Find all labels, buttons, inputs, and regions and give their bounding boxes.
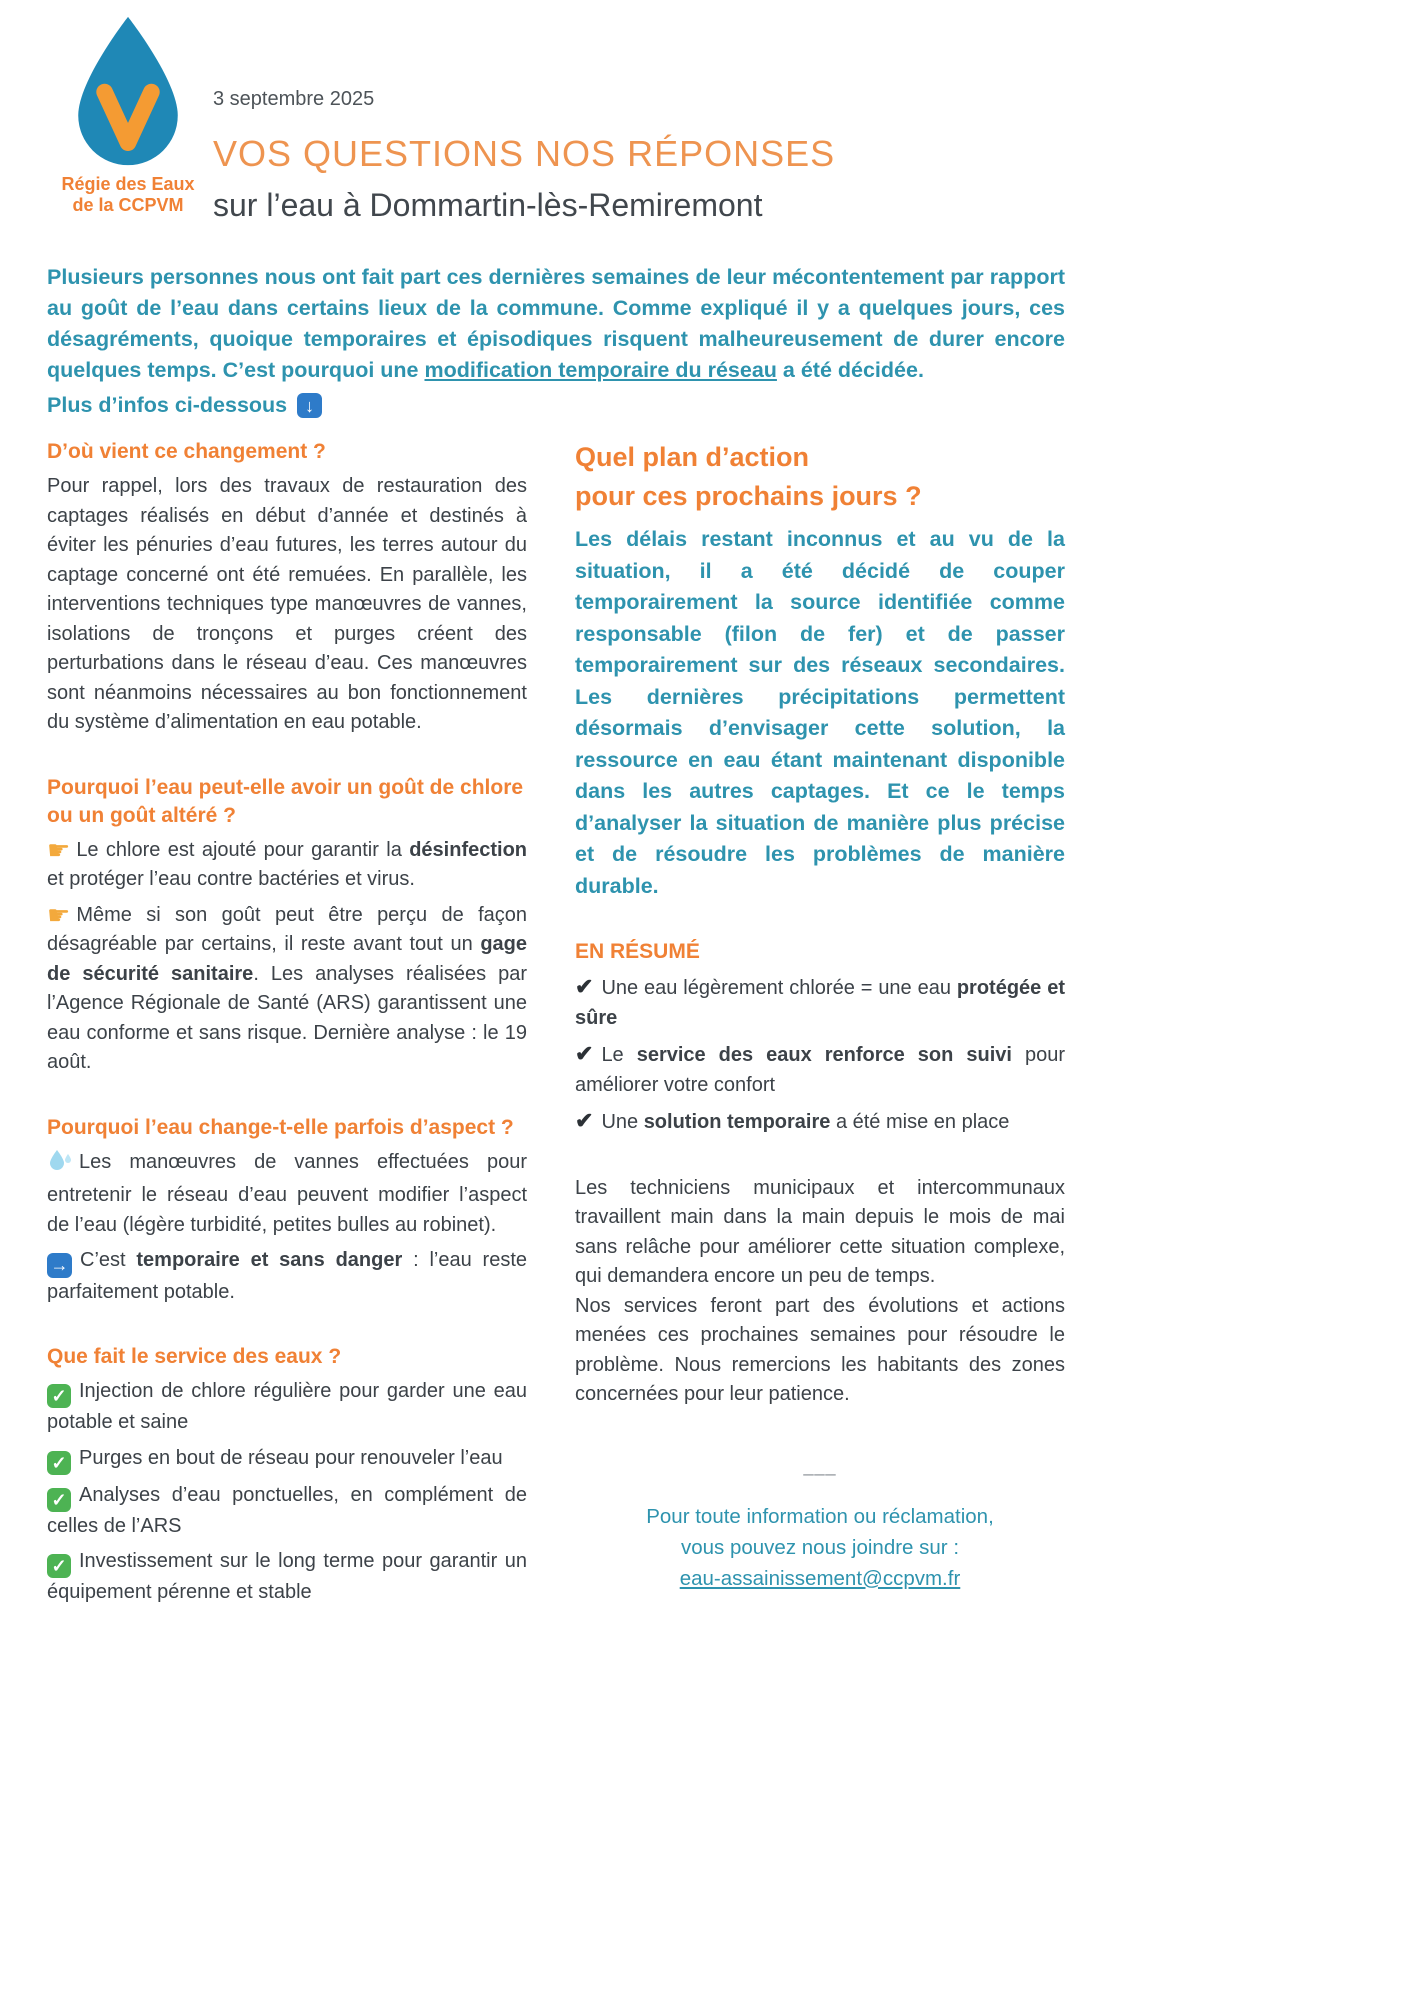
intro-more-label: Plus d’infos ci-dessous <box>47 393 288 417</box>
list-item <box>47 1377 527 1438</box>
item-text: Une eau légèrement chlorée = une eau protégée et sûre <box>575 977 1065 1029</box>
list-item <box>47 1148 527 1241</box>
logo-org-line1: Régie des Eaux <box>61 174 195 194</box>
list-item <box>47 836 527 895</box>
section-aspect-heading: Pourquoi l’eau change-t-elle parfois d’aspect ? <box>47 1115 514 1139</box>
section-action-plan <box>575 438 1065 902</box>
section-origin-body: Pour rappel, lors des travaux de restauration des captages réalisés en début d’année et destinés à éviter les pénuries d’eau futures, les terres autour du captage concerné ont été remuées. En parallèle, les interventions techniques type manœuvres de vannes, isolations de tronçons et purges créent des perturbations dans le réseau d’eau. Ces manœuvres sont néanmoins nécessaires au bon fonctionnement du système d’alimentation en eau potable. <box>47 475 527 733</box>
check-mark-icon: ✔ <box>575 1108 594 1133</box>
contact-line1: Pour toute information ou réclamation, <box>646 1504 994 1528</box>
page-title: VOS QUESTIONS NOS RÉPONSES <box>213 133 836 174</box>
water-drop-logo-icon <box>62 12 194 172</box>
item-text: Les manœuvres de vannes effectuées pour entretenir le réseau d’eau peuvent modifier l’aspect de l’eau (légère turbidité, petites bulles au robinet). <box>47 1150 527 1236</box>
list-item <box>47 901 527 1078</box>
section-summary <box>575 938 1065 1138</box>
item-text: Le chlore est ajouté pour garantir la désinfection et protéger l’eau contre bactéries et virus. <box>47 838 527 890</box>
two-column-layout <box>47 438 1065 1644</box>
action-plan-heading <box>575 438 1065 516</box>
section-closing <box>575 1174 1065 1410</box>
section-chlorine-taste <box>47 774 527 1078</box>
contact-block <box>575 1501 1065 1594</box>
item-text: Analyses d’eau ponctuelles, en complément de celles de l’ARS <box>47 1483 527 1537</box>
page-subtitle: sur l’eau à Dommartin-lès-Remiremont <box>213 187 763 223</box>
right-column <box>575 438 1065 1594</box>
item-text: Investissement sur le long terme pour garantir un équipement pérenne et stable <box>47 1550 527 1603</box>
left-column <box>47 438 527 1644</box>
water-splash-icon <box>47 1148 73 1182</box>
contact-line2: vous pouvez nous joindre sur : <box>680 1535 960 1559</box>
item-text: C’est temporaire et sans danger : l’eau reste parfaitement potable. <box>47 1249 527 1303</box>
pointing-finger-icon: ☛ <box>47 899 71 930</box>
header <box>213 88 835 224</box>
item-text: Le service des eaux renforce son suivi pour améliorer votre confort <box>575 1044 1065 1096</box>
item-text: Purges en bout de réseau pour renouveler l’eau <box>79 1446 503 1469</box>
intro-more-line <box>47 390 1065 421</box>
green-check-icon: ✓ <box>47 1554 71 1578</box>
closing-paragraph-1: Les techniciens municipaux et intercommunaux travaillent main dans la main depuis le mois de mai sans relâche pour améliorer cette situation complexe, qui demandera encore un peu de temps. <box>575 1176 1065 1287</box>
section-aspect <box>47 1114 527 1308</box>
item-text: Une solution temporaire a été mise en place <box>601 1111 1010 1133</box>
green-check-icon: ✓ <box>47 1451 71 1475</box>
list-item <box>47 1444 527 1475</box>
intro-paragraph: Plusieurs personnes nous ont fait part ces dernières semaines de leur mécontentement par rapport au goût de l’eau dans certains lieux de la commune. Comme expliqué il y a quelques jours, ces désagréments, quoique temporaires et épisodiques risquent malheureusement de durer encore quelques temps. C’est pourquoi une modification temporaire du réseau a été décidée. <box>47 265 1065 382</box>
section-chlorine-heading: Pourquoi l’eau peut-elle avoir un goût de chlore ou un goût altéré ? <box>47 775 524 827</box>
green-check-icon: ✓ <box>47 1384 71 1408</box>
list-item <box>575 1106 1065 1138</box>
contact-email-link[interactable]: eau-assainissement@ccpvm.fr <box>679 1566 961 1590</box>
action-plan-body: Les délais restant inconnus et au vu de la situation, il a été décidé de couper temporairement la source identifiée comme responsable (filon de fer) et de passer temporairement sur des réseaux secondaires. Les dernières précipitations permettent désormais d’envisager cette solution, la ressource en eau étant maintenant disponible dans les autres captages. Et ce le temps d’analyser la situation de manière plus précise et de résoudre les problèmes de manière durable. <box>575 527 1065 898</box>
green-check-icon: ✓ <box>47 1488 71 1512</box>
list-item <box>47 1547 527 1608</box>
intro-block <box>47 262 1065 421</box>
item-text: Même si son goût peut être perçu de façon désagréable par certains, il reste avant tout un gage de sécurité sanitaire. Les analyses réalisées par l’Agence Régionale de Santé (ARS) garantissent une eau conforme et sans risque. Dernière analyse : le 19 août. <box>47 903 527 1073</box>
list-item <box>575 972 1065 1033</box>
logo-org-name <box>50 174 206 216</box>
action-plan-heading-line2: pour ces prochains jours ? <box>575 481 922 511</box>
list-item <box>47 1481 527 1542</box>
action-plan-heading-line1: Quel plan d’action <box>575 442 810 472</box>
section-service-heading: Que fait le service des eaux ? <box>47 1345 342 1368</box>
check-mark-icon: ✔ <box>575 974 594 999</box>
section-origin <box>47 438 527 738</box>
arrow-right-icon: → <box>47 1253 72 1278</box>
logo-org-line2: de la CCPVM <box>72 195 184 216</box>
list-item <box>47 1246 527 1307</box>
arrow-down-icon: ↓ <box>297 393 322 418</box>
summary-heading: EN RÉSUMÉ <box>575 940 700 963</box>
check-mark-icon: ✔ <box>575 1041 594 1066</box>
pointing-finger-icon: ☛ <box>47 834 71 865</box>
section-service-actions <box>47 1343 527 1608</box>
section-origin-heading: D’où vient ce changement ? <box>47 440 326 463</box>
closing-paragraph-2: Nos services feront part des évolutions et actions menées ces prochaines semaines pour résoudre le problème. Nous remercions les habitants des zones concernées pour leur patience. <box>575 1294 1065 1405</box>
list-item <box>575 1039 1065 1100</box>
document-date: 3 septembre 2025 <box>213 88 375 110</box>
divider: ___ <box>803 1455 837 1476</box>
item-text: Injection de chlore régulière pour garder une eau potable et saine <box>47 1380 527 1433</box>
logo <box>50 12 206 216</box>
